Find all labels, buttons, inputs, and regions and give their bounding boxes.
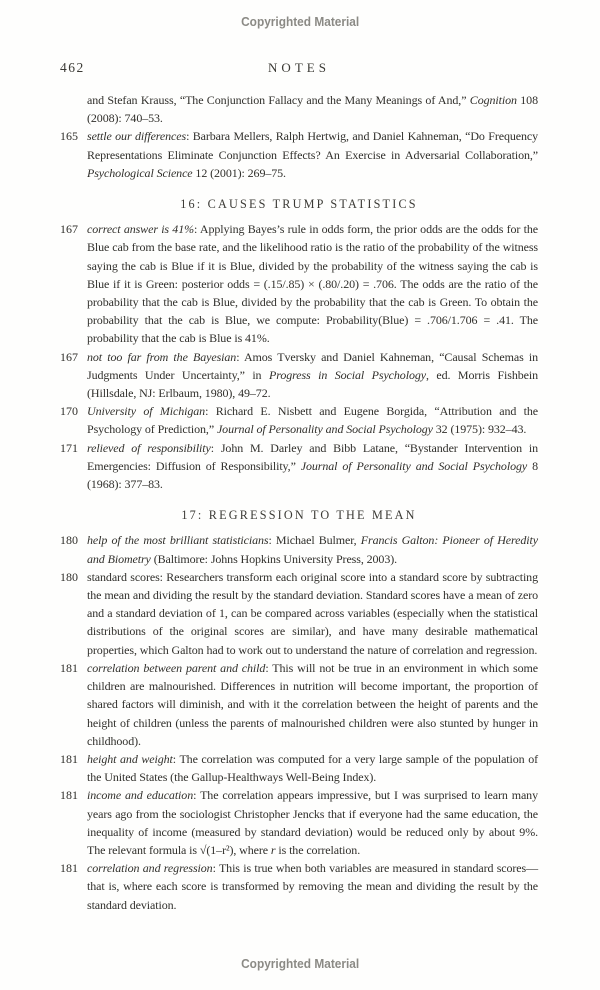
note-page-ref: 181 [60, 861, 78, 876]
note-entry [60, 859, 538, 914]
note-entry [60, 568, 538, 659]
note-text: and Stefan Krauss, “The Conjunction Fallacy and the Many Meanings of And,” Cognition 108 (2008): 740–53. [87, 93, 538, 126]
note-entry [60, 439, 538, 494]
chapter-section-heading: 17: REGRESSION TO THE MEAN [181, 508, 417, 523]
note-entry [60, 91, 538, 127]
note-page-ref: 181 [60, 660, 78, 675]
note-text: not too far from the Bayesian: Amos Tversky and Daniel Kahneman, “Causal Schemas in Judgments Under Uncertainty,” in Progress in Social Psychology, ed. Morris Fishbein (Hillsdale, NJ: Erlbaum, 1980), 49–72. [87, 349, 539, 401]
note-page-ref: 171 [60, 440, 78, 455]
note-entry [60, 659, 538, 750]
chapter-section-heading: 16: CAUSES TRUMP STATISTICS [180, 197, 418, 212]
note-text: correlation and regression: This is true when both variables are measured in standard scores—that is, where each score is transformed by removing the mean and dividing the result by the standard deviation. [87, 861, 538, 912]
note-entry [60, 348, 538, 403]
note-page-ref: 165 [60, 129, 78, 144]
copyright-notice-bottom [0, 954, 600, 977]
note-page-ref: 170 [60, 404, 78, 419]
notes-list [60, 91, 538, 914]
page-number: 462 [60, 60, 85, 75]
running-head-title: NOTES [268, 60, 330, 75]
note-page-ref: 167 [60, 349, 78, 364]
note-page-ref: 167 [60, 222, 78, 237]
note-entry [60, 220, 538, 347]
note-text: relieved of responsibility: John M. Darley and Bibb Latane, “Bystander Intervention in Emergencies: Diffusion of Responsibility,” Journal of Personality and Social Psychology 8 (1968): 377–83. [87, 440, 538, 492]
note-page-ref: 181 [60, 788, 78, 803]
note-text: standard scores: Researchers transform each original score into a standard score by subtracting the mean and dividing the result by the standard deviation. Standard scores have a mean of zero and a standard deviation of 1, can be compared across variables (especially when the statistical distributions of the original scores are similar), and have many desirable mathematical properties, which Galton had to work out to understand the nature of correlation and regression. [87, 569, 538, 657]
copyright-notice-top [0, 15, 600, 29]
note-text: correct answer is 41%: Applying Bayes’s rule in odds form, the prior odds are the odds for the Blue cab from the base rate, and the likelihood ratio is the ratio of the probability of the witness saying the cab is Blue if it is Blue, divided by the probability of the witness saying the cab is Blue if it is Green: posterior odds = (.15/.85) × (.80/.20) = .706. The odds are the ratio of the probability that the cab is Blue, divided by the probability that the cab is Green. To obtain the probability that the cab is Blue, we compute: Probability(Blue) = .706/1.706 = .41. The probability that the cab is Blue is 41%. [87, 222, 538, 346]
note-page-ref: 180 [60, 569, 78, 584]
note-entry [60, 786, 538, 859]
note-text: University of Michigan: Richard E. Nisbett and Eugene Borgida, “Attribution and the Psychology of Prediction,” Journal of Personality and Social Psychology 32 (1975): 932–43. [87, 404, 538, 437]
copyright-notice-top-text: Copyrighted Material [240, 15, 360, 29]
note-text: height and weight: The correlation was computed for a very large sample of the population of the United States (the Gallup-Healthways Well-Being Index). [87, 751, 539, 785]
note-text: help of the most brilliant statisticians: Michael Bulmer, Francis Galton: Pioneer of Heredity and Biometry (Baltimore: Johns Hopkins University Press, 2003). [87, 533, 538, 566]
note-text: income and education: The correlation appears impressive, but I was surprised to learn many years ago from the sociologist Christopher Jencks that if everyone had the same education, the inequality of income (measured by standard deviation) would be reduced only by about 9%. The relevant formula is √(1–r²), where r is the correlation. [87, 788, 538, 857]
copyright-notice-bottom-text: Copyrighted Material [240, 957, 360, 971]
note-text: settle our differences: Barbara Mellers, Ralph Hertwig, and Daniel Kahneman, “Do Frequency Representations Eliminate Conjunction Effects? An Exercise in Adversarial Collaboration,” Psychological Science 12 (2001): 269–75. [87, 129, 538, 180]
note-entry [60, 750, 538, 786]
note-page-ref: 180 [60, 533, 78, 548]
note-entry [60, 127, 538, 182]
note-text: correlation between parent and child: This will not be true in an environment in which some children are malnourished. Differences in nutrition will become important, the proportion of shared factors will diminish, and with it the correlation between the height of parents and the height of children (unless the parents of malnourished children were also stunted by hunger in childhood). [87, 660, 538, 748]
note-entry [60, 402, 538, 438]
note-page-ref: 181 [60, 751, 78, 766]
running-head [60, 60, 538, 78]
note-entry [60, 531, 538, 567]
